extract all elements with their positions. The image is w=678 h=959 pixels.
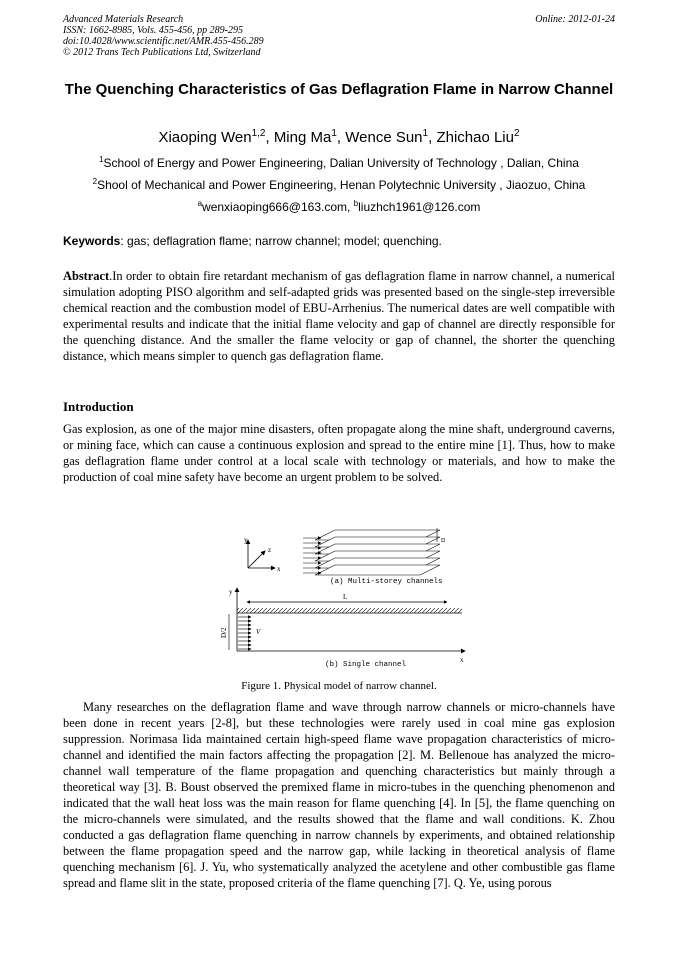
keywords-label: Keywords [63, 234, 121, 248]
section-heading: Introduction [63, 399, 134, 414]
channel-diagram [215, 528, 475, 670]
affiliation-1: $^1$School of Energy and Power Engineering, Dalian University of Technology , Dalian, China [99, 155, 579, 170]
author-list: Xiaoping Wen$^{1,2}$, Ming Ma$^1$, Wence Sun$^1$, Zhichao Liu$^2$ [158, 128, 520, 146]
axis-label: z [268, 546, 272, 554]
axes-a [244, 536, 281, 573]
journal-name: Advanced Materials Research [63, 14, 184, 25]
subfigure-label: (a) Multi-storey channels [330, 578, 443, 586]
author-sup: 2 [514, 128, 520, 139]
gap-label: D [439, 538, 445, 543]
author-sup: 1,2 [251, 128, 266, 139]
journal-header [63, 14, 615, 58]
figure-caption: Figure 1. Physical model of narrow channel. [241, 680, 437, 692]
axis-label: y [229, 588, 233, 596]
author-sup: 1 [331, 128, 337, 139]
email-link[interactable]: liuzhch1961@126.com [358, 200, 481, 214]
channel-plate [315, 565, 440, 575]
author-sup: 1 [422, 128, 429, 139]
keywords-text: : gas; deflagration flame; narrow channel; model; quenching. [120, 234, 442, 248]
abstract [63, 268, 615, 364]
axis-label: x [460, 656, 464, 664]
axis-label: y [244, 536, 248, 544]
intro-paragraph-2: Many researches on the deflagration flame and wave through narrow channels or micro-channels have been done in recent years [2-8], but these technologies were rarely used in coal mine gas explosion suppression. Norimasa Iida maintained certain high-speed flame wave propagation characteristics of micro-channel and identified the main factors affecting the propagation [2]. M. Bellenoue has analyzed the micro-channel wall temperature of the flame propagation and quenching characteristics but mainly through a theoretical way [3]. B. Boust observed the premixed flame in micro-tubes in the quenching phenomenon and indicated that the wall heat loss was the main reason for flame quenching [4]. In [5], the flame quenching on the micro-channels were simulated, and the results showed that the flame and wall conditions. K. Zhou conducted a gas deflagration flame quenching in narrow channels by experiments, and obtained relationship between the flame propagation speed and the narrow gap, while lacking in theoretical analysis of flame quenching mechanism [6]. J. Yu, who systematically analyzed the acetylene and other combustible gas flame spread and flame slit in the state, proposed criteria of the flame quenching [7]. Q. Ye, using porous [63, 700, 615, 890]
half-gap-label: D/2 [220, 627, 228, 638]
online-date: Online: 2012-01-24 [535, 14, 615, 25]
issn-line: ISSN: 1662-8985, Vols. 455-456, pp 289-295 [63, 25, 243, 36]
copyright-line: © 2012 Trans Tech Publications Ltd, Switzerland [63, 47, 261, 58]
author-name: Xiaoping Wen [158, 129, 252, 146]
keywords [63, 234, 615, 248]
multi-storey-channels [303, 528, 445, 586]
affiliation-2: $^2$Shool of Mechanical and Power Engineering, Henan Polytechnic University , Jiaozuo, China [92, 177, 586, 192]
abstract-label: Abstract [63, 269, 110, 283]
doi-line: doi:10.4028/www.scientific.net/AMR.455-456.289 [63, 36, 264, 47]
single-channel [220, 588, 465, 669]
figure-1 [215, 528, 475, 670]
length-label: L [343, 593, 348, 601]
author-name: Ming Ma [273, 129, 332, 146]
paper-title: The Quenching Characteristics of Gas Deflagration Flame in Narrow Channel [64, 81, 614, 98]
axis-label: x [277, 565, 281, 573]
email-link[interactable]: wenxiaoping666@163.com, [202, 200, 354, 214]
intro-paragraph-1: Gas explosion, as one of the major mine disasters, often propagate along the mine shaft, underground caverns, or mining face, which can cause a continuous explosion and spread to the entire mine [1]. Thus, how to make gas deflagration flame under control at a local scale with technology or materials, and how to make the production of coal mine safety have become an urgent problem to be solved. [63, 422, 615, 484]
abstract-text: .In order to obtain fire retardant mechanism of gas deflagration flame in narrow channel, a numerical simulation adopting PISO algorithm and self-adapted grids was presented based on the single-step irreversible chemical reaction and the combustion model of EBU-Arrhenius. The numerical dates are well compatible with experimental results and indicate that the initial flame velocity and gap of channel are directly responsible for the quenching distance. And the smaller the flame velocity or gap of channel, the shorter the quenching distance, which means simpler to quench gas deflagration flame. [63, 269, 615, 363]
subfigure-label: (b) Single channel [325, 661, 407, 669]
author-name: Wence Sun [345, 129, 423, 146]
author-name: Zhichao Liu [436, 129, 514, 146]
author-emails: $^a$wenxiaoping666@163.com, $^b$liuzhch1961@126.com [197, 199, 481, 214]
velocity-label: V [256, 628, 261, 636]
